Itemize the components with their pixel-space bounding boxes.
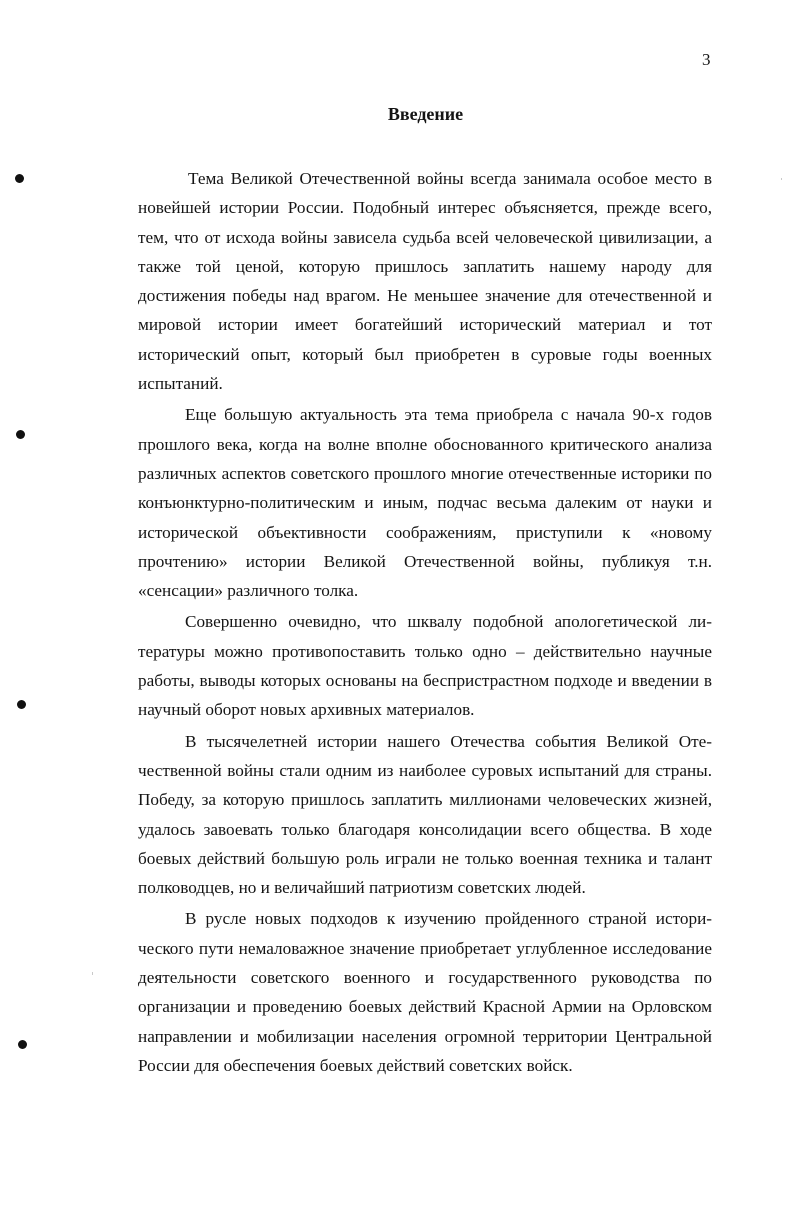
paragraph-1: Тема Великой Отечественной войны всегда занимала особое место в новейшей истории России. Подобный интерес объясняется, прежде всего, тем, что от исхода войны зависела судьба всей человеческой цивилизации, а также той ценой, которую пришлось заплатить нашему народу для достижения победы над врагом. Не меньшее значение для отечественной и мировой истории имеет богатейший исторический материал и тот исторический опыт, который был приобретен в суровые годы военных испытаний. [138,169,712,394]
binder-hole [18,1040,27,1049]
scan-speck [781,178,782,180]
binder-hole [17,700,26,709]
scan-speck [92,972,93,975]
paragraph-4: В тысячелетней истории нашего Отечества события Великой Отечественной войны стали одним из наиболее суровых испытаний для страны. Победу, за которую пришлось заплатить миллионами человеческих жизней, удалось завоевать только благодаря консолидации всего общества. В ходе боевых действий большую роль играли не только военная техника и талант полководцев, но и величайший патриотизм советских людей. [138,731,712,898]
page-title: Введение [387,104,464,124]
paragraph-2: Еще большую актуальность эта тема приобрела с начала 90-х годов прошлого века, когда на волне вполне обоснованного критического анализа различных аспектов советского прошлого многие отечественные историки по конъюнктурно-политическим и иным, подчас весьма далеким от науки и исторической объективности соображениям, приступили к «новому прочтению» истории Великой Отечественной войны, публикуя т.н. «сенсации» различного толка. [138,405,712,601]
binder-hole [16,430,25,439]
body-text [138,164,712,1082]
page-number: 3 [702,50,711,69]
paragraph-3: Совершенно очевидно, что шквалу подобной апологетической литературы можно противопоставить только одно – действительно научные работы, выводы которых основаны на беспристрастном подходе и введении в научный оборот новых архивных материалов. [138,612,712,720]
paragraph-5: В русле новых подходов к изучению пройденного страной исторического пути немаловажное значение приобретает углубленное исследование деятельности советского военного и государственного руководства по организации и проведению боевых действий Красной Армии на Орловском направлении и мобилизации населения огромной территории Центральной России для обеспечения боевых действий советских войск. [138,909,712,1075]
binder-hole [15,174,24,183]
